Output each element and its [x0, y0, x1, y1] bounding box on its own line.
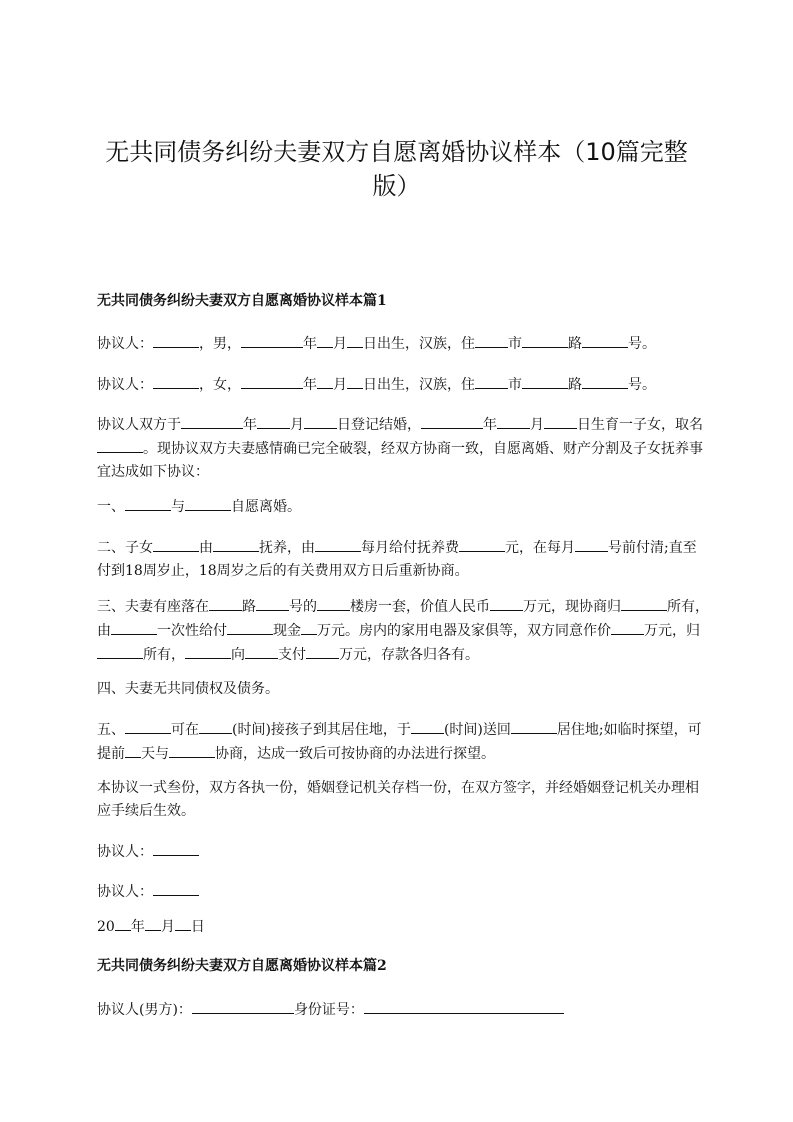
section-1-heading: 无共同债务纠纷夫妻双方自愿离婚协议样本篇1 [97, 293, 387, 309]
signature-line-1: 协议人： [97, 840, 709, 864]
blank-field [475, 373, 508, 389]
blank-field [111, 619, 157, 635]
blank-field [227, 619, 273, 635]
blank-field [175, 915, 191, 931]
party-male-line: 协议人(男方)： 身份证号： [97, 998, 709, 1022]
blank-field [497, 413, 530, 429]
blank-field [544, 413, 577, 429]
blank-field [582, 332, 628, 348]
document-title [60, 135, 733, 203]
blank-field [245, 643, 278, 659]
blank-field [317, 595, 350, 611]
blank-field [317, 332, 333, 348]
blank-field [621, 595, 667, 611]
validity-clause: 本协议一式叁份，双方各执一份，婚姻登记机关存档一份，在双方签字，并经婚姻登记机关办理相应手续后生效。 [97, 780, 699, 819]
blank-field [241, 332, 303, 348]
clause-5: 五、 可在 (时间)接孩子到其居住地，于 (时间)送回 居住地;如临时探望，可提前 天与 协商，达成一致后可按协商的办法进行探望。 [97, 718, 709, 766]
party-2-paragraph: 协议人： ，女， 年 月 日出生，汉族，住 市 路 号。 [97, 373, 709, 397]
blank-field [459, 536, 505, 552]
blank-field [209, 595, 242, 611]
clause-1: 一、 与 自愿离婚。 [97, 495, 709, 519]
blank-field [522, 373, 568, 389]
blank-field [241, 373, 303, 389]
blank-field [301, 619, 317, 635]
blank-field [347, 373, 363, 389]
clause-3: 三、夫妻有座落在 路 号的 楼房一套，价值人民币 万元，现协商归 所有，由 一次性给付 现金 万元。房内的家用电器及家俱等，双方同意作价 万元，归所有， 向 支付 万元，存款各归各有。 [97, 595, 709, 667]
blank-field [185, 495, 231, 511]
marriage-paragraph: 协议人双方于 年 月 日登记结婚， 年 月 日生育一子女，取名。现协议双方夫妻感情确已完全破裂，经双方协商一致，自愿离婚、财产分割及子女抚养事宜达成如下协议： [97, 413, 709, 484]
blank-field [347, 332, 363, 348]
blank-field [522, 332, 568, 348]
blank-field [199, 718, 232, 734]
signature-line-2: 协议人： [97, 880, 709, 904]
blank-field [169, 742, 215, 758]
date-line: 20 年 月 日 [97, 915, 709, 939]
clause-4: 四、夫妻无共同债权及债务。 [97, 681, 279, 697]
party-1-paragraph: 协议人： ，男， 年 月 日出生，汉族，住 市 路 号。 [97, 332, 709, 356]
signature-blank [153, 880, 199, 896]
blank-field [181, 413, 243, 429]
blank-field [475, 332, 508, 348]
blank-field [611, 619, 644, 635]
blank-field [317, 373, 333, 389]
blank-field [153, 373, 199, 389]
title-line-2: 版） [372, 172, 421, 200]
blank-field [582, 373, 628, 389]
blank-field [125, 718, 171, 734]
blank-field [421, 413, 483, 429]
blank-field [257, 413, 290, 429]
blank-field [192, 998, 294, 1014]
blank-field [153, 536, 199, 552]
blank-field [490, 595, 523, 611]
clause-2: 二、子女 由 抚养，由 每月给付抚养费 元，在每月 号前付清;直至付到18周岁止，18周岁之后的有关费用双方日后重新协商。 [97, 536, 709, 583]
blank-field [304, 413, 337, 429]
blank-field [145, 915, 161, 931]
blank-field [153, 332, 199, 348]
blank-field [511, 718, 557, 734]
blank-field [315, 536, 361, 552]
blank-field [97, 643, 143, 659]
blank-field [213, 536, 259, 552]
blank-field [125, 495, 171, 511]
blank-field [97, 437, 143, 453]
blank-field [125, 742, 141, 758]
signature-blank [153, 840, 199, 856]
blank-field [575, 536, 608, 552]
title-line-1: 无共同债务纠纷夫妻双方自愿离婚协议样本（10篇完整 [105, 138, 688, 166]
blank-field [306, 643, 339, 659]
blank-field [185, 643, 231, 659]
blank-field [411, 718, 444, 734]
blank-field [115, 915, 131, 931]
blank-field [256, 595, 289, 611]
blank-field [364, 998, 564, 1014]
section-2-heading: 无共同债务纠纷夫妻双方自愿离婚协议样本篇2 [97, 958, 387, 974]
